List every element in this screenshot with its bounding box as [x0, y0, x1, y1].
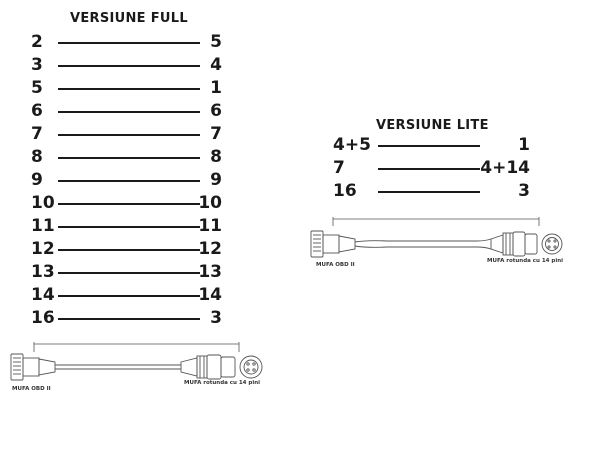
- lite-pin-right: 1: [518, 135, 530, 155]
- lite-obd-label: MUFA OBD II: [316, 262, 355, 268]
- full-pin-left: 8: [31, 147, 43, 167]
- lite-title: VERSIUNE LITE: [376, 118, 489, 133]
- lite-wire: [378, 168, 480, 170]
- full-wire: [58, 249, 200, 251]
- full-pin-right: 1: [210, 78, 222, 98]
- full-pin-right: 6: [210, 101, 222, 121]
- full-wire: [58, 203, 200, 205]
- lite-round-label: MUFA rotunda cu 14 pini: [487, 258, 564, 264]
- full-pin-left: 14: [31, 285, 55, 305]
- full-pin-right: 11: [198, 216, 222, 236]
- obd2-connector-icon: [311, 231, 355, 257]
- full-pin-left: 5: [31, 78, 43, 98]
- full-wire: [58, 65, 200, 67]
- full-pin-left: 11: [31, 216, 55, 236]
- full-pin-right: 9: [210, 170, 222, 190]
- full-pin-right: 5: [210, 32, 222, 52]
- full-wire: [58, 111, 200, 113]
- full-pin-right: 8: [210, 147, 222, 167]
- lite-pin-right: 4+14: [480, 158, 530, 178]
- full-wire: [58, 42, 200, 44]
- lite-pin-left: 16: [333, 181, 357, 201]
- full-pin-right: 12: [198, 239, 222, 259]
- full-wire: [58, 295, 200, 297]
- full-dimension-line: [34, 342, 239, 352]
- full-wire: [58, 272, 200, 274]
- lite-pin-left: 7: [333, 158, 345, 178]
- full-pin-right: 10: [198, 193, 222, 213]
- full-wire: [58, 88, 200, 90]
- full-pin-left: 2: [31, 32, 43, 52]
- full-wire: [58, 134, 200, 136]
- full-pin-right: 7: [210, 124, 222, 144]
- lite-dimension-line: [333, 217, 539, 226]
- round-14pin-connector-icon: [491, 232, 562, 256]
- full-pin-right: 4: [210, 55, 222, 75]
- full-wire: [58, 157, 200, 159]
- full-pin-left: 6: [31, 101, 43, 121]
- full-pin-left: 13: [31, 262, 55, 282]
- full-round-label: MUFA rotunda cu 14 pini: [184, 380, 261, 386]
- full-pin-right: 14: [198, 285, 222, 305]
- round-14pin-connector-icon: [181, 355, 262, 379]
- full-wire: [58, 226, 200, 228]
- full-pin-right: 3: [210, 308, 222, 328]
- full-pin-left: 9: [31, 170, 43, 190]
- full-obd-label: MUFA OBD II: [12, 386, 51, 392]
- full-wire: [58, 180, 200, 182]
- full-pin-right: 13: [198, 262, 222, 282]
- lite-wire: [378, 145, 480, 147]
- full-pin-left: 7: [31, 124, 43, 144]
- full-title: VERSIUNE FULL: [70, 11, 188, 26]
- cable-icon: [355, 239, 491, 249]
- obd2-connector-icon: [11, 354, 55, 380]
- full-pin-left: 10: [31, 193, 55, 213]
- lite-pin-left: 4+5: [333, 135, 371, 155]
- lite-pin-right: 3: [518, 181, 530, 201]
- full-pin-left: 16: [31, 308, 55, 328]
- lite-wire: [378, 191, 480, 193]
- cable-icon: [55, 365, 181, 369]
- full-wire: [58, 318, 200, 320]
- full-pin-left: 3: [31, 55, 43, 75]
- full-pin-left: 12: [31, 239, 55, 259]
